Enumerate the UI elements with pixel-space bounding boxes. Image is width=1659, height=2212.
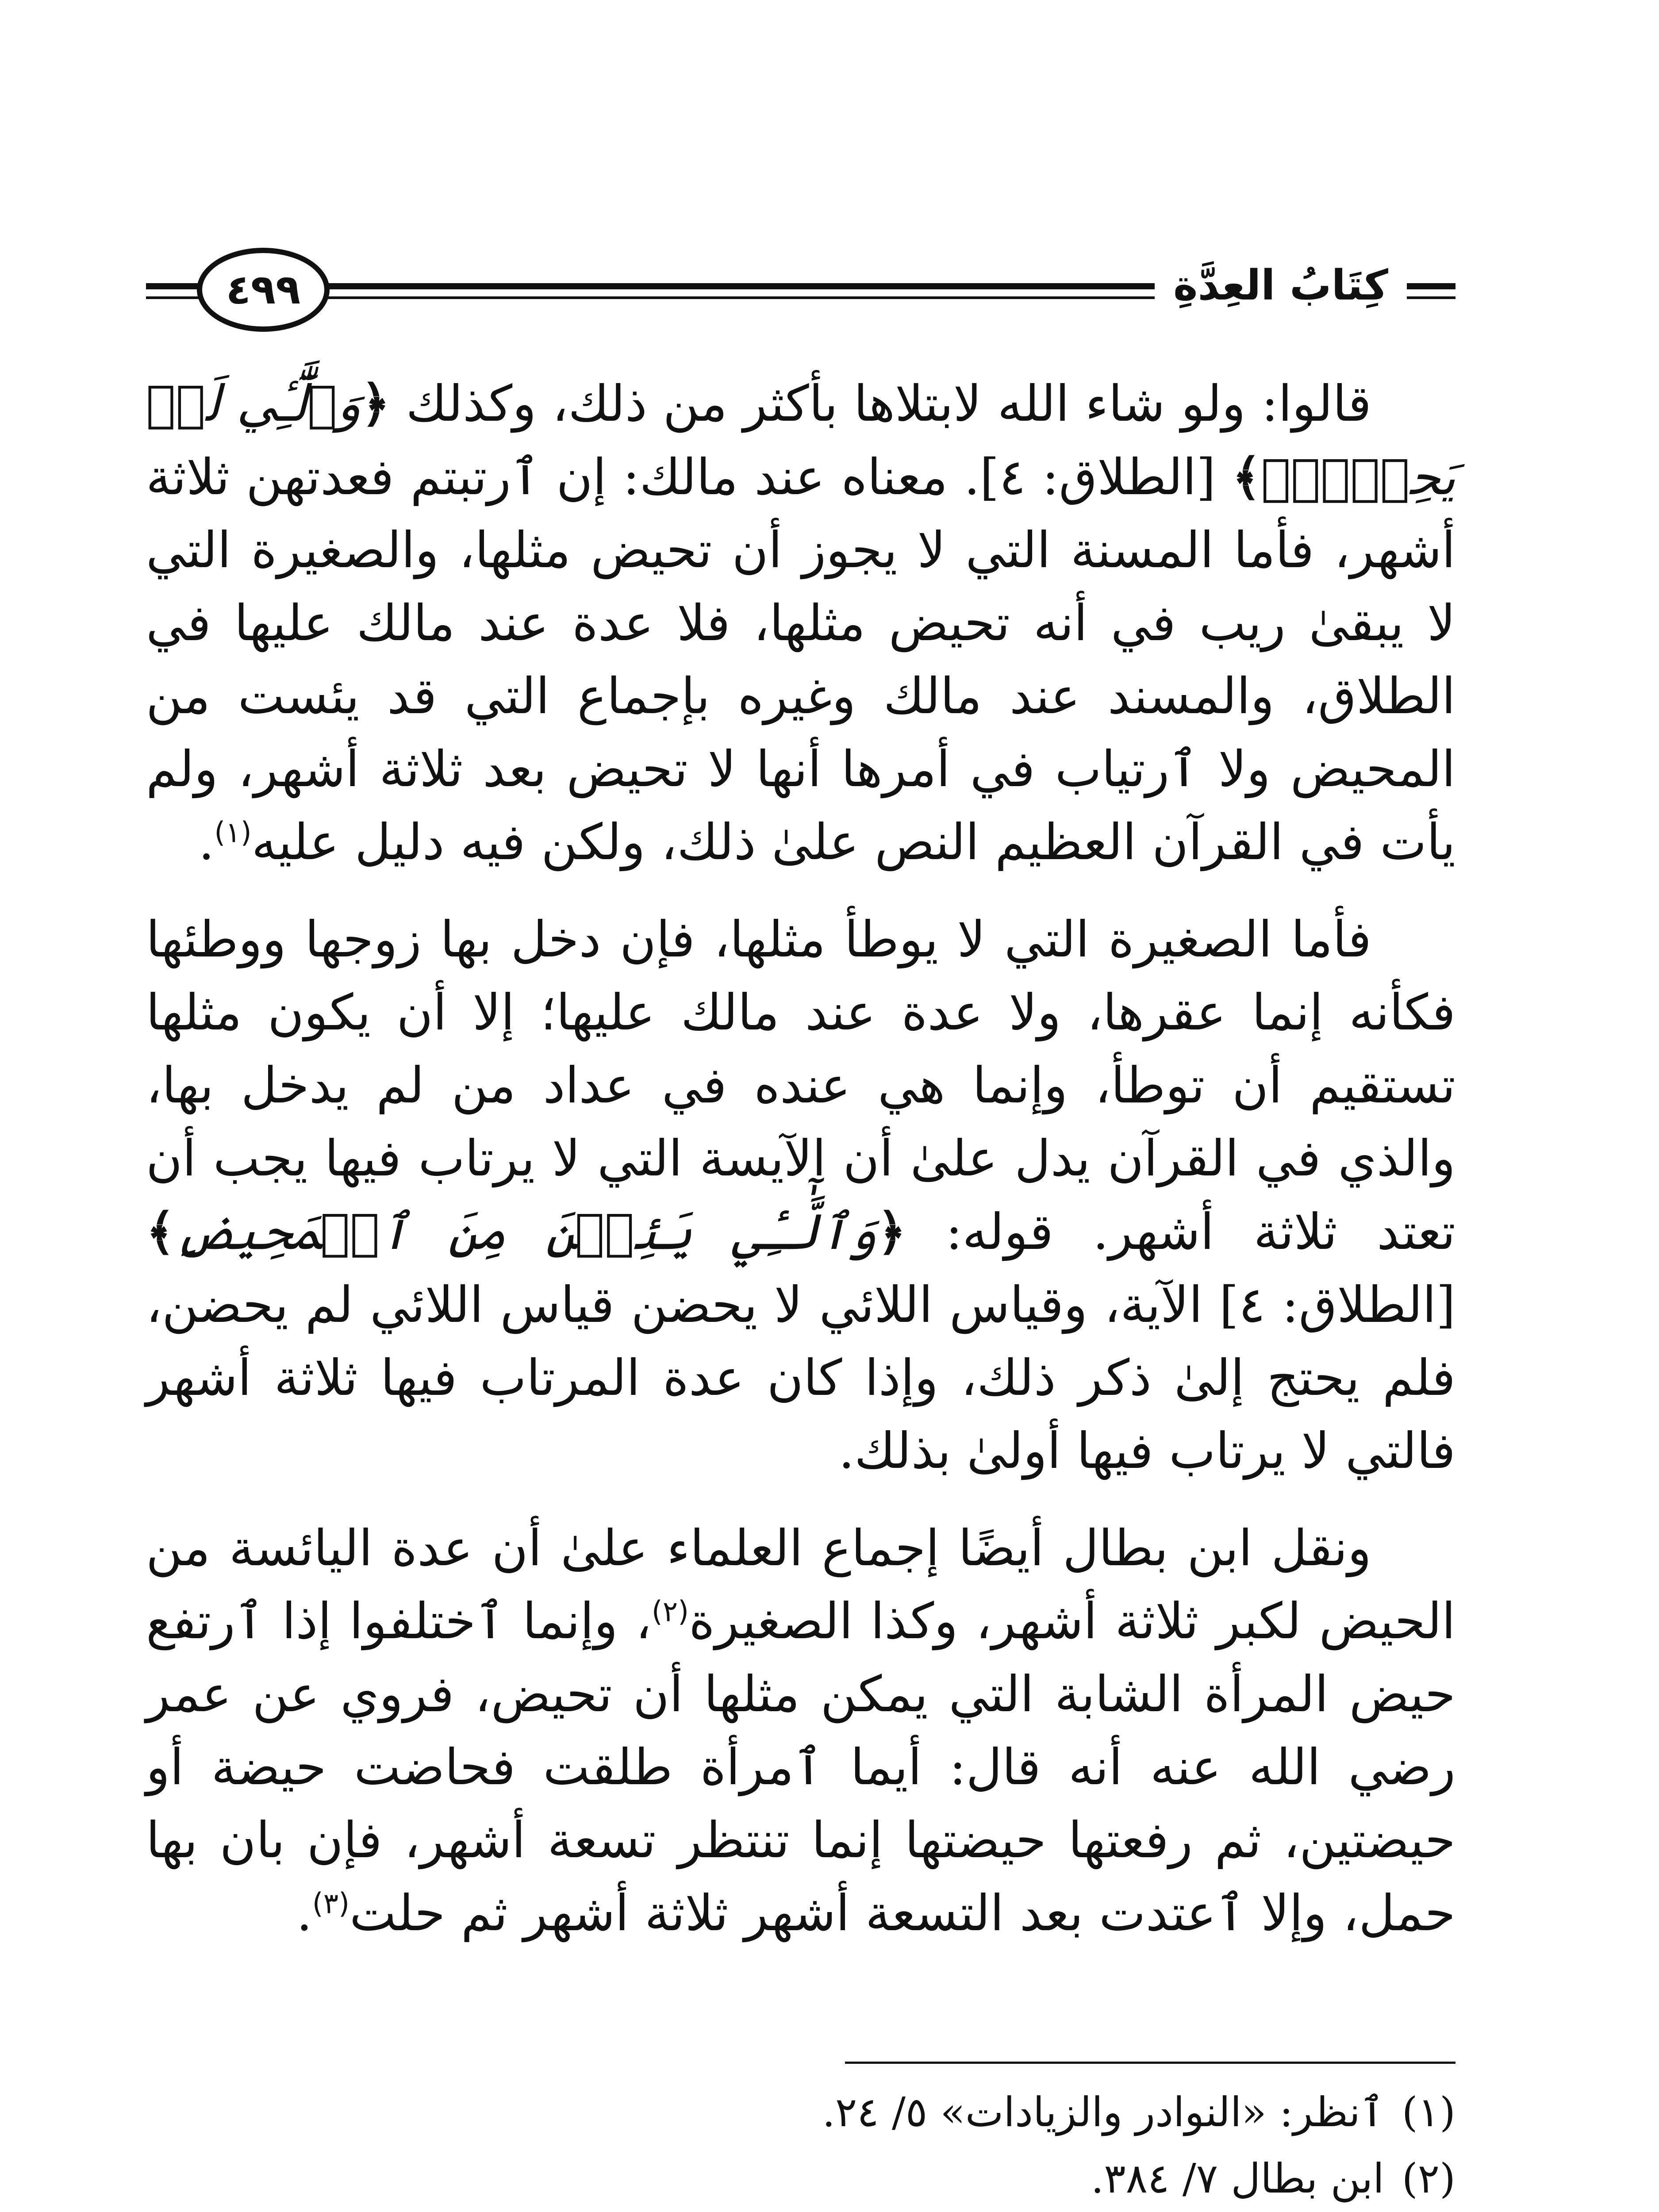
quran-verse: وَٱلَّٰٓـِٔي لَمۡ يَحِضۡنَۚ — [146, 375, 1455, 506]
running-title: كِتَابُ العِدَّةِ — [1173, 261, 1388, 310]
text-run: . — [198, 814, 215, 871]
header-rule-thin — [323, 296, 1155, 299]
text-run: [الطلاق: ٤]. معناه عند مالك: إن ٱرتبتم فعدتهن ثلاثة أشهر، فأما المسنة التي لا يجوز أن تحيض مثلها، والصغيرة التي لا يبقىٰ ريب في أنه تحيض مثلها، فلا عدة عند مالك عليها في الطلاق، والمسند عند مالك وغيره بإجماع التي قد يئست من المحيض ولا ٱرتياب في أمرها أنها لا تحيض بعد ثلاثة أشهر، ولم يأت في القرآن العظيم النص علىٰ ذلك، ولكن فيه دليل عليه — [146, 449, 1456, 871]
page-number-frame — [197, 248, 330, 332]
paragraph — [146, 1512, 1455, 1950]
header-rule-thin — [1407, 296, 1455, 299]
paragraph — [146, 903, 1455, 1488]
text-run: فأما الصغيرة التي لا يوطأ مثلها، فإن دخل بها زوجها ووطئها فكأنه إنما عقرها، ولا عدة عند مالك عليها؛ إلا أن يكون مثلها تستقيم أن توطأ، وإنما هي عنده في عداد من لم يدخل بها، والذي في القرآن يدل علىٰ أن الآيسة التي لا يرتاب فيها يجب أن تعتد ثلاثة أشهر. قوله: — [146, 911, 1456, 1261]
text-run: قالوا: ولو شاء الله لابتلاها بأكثر من ذلك، وكذلك — [390, 375, 1371, 433]
header-rule-thin — [146, 296, 204, 299]
ornate-bracket: ﴿ — [877, 1203, 906, 1261]
footnote-number: (١) — [1402, 2089, 1455, 2136]
footnotes — [146, 2079, 1455, 2212]
header-rule-left — [146, 280, 204, 306]
header-rule-thick — [323, 283, 1155, 289]
text-run: . — [296, 1885, 312, 1942]
footnote-reference: (٣) — [312, 1887, 350, 1920]
text-run: ، وإنما ٱختلفوا إذا ٱرتفع حيض المرأة الشابة التي يمكن مثلها أن تحيض، فروي عن عمر رضي الله عنه أنه قال: أيما ٱمرأة طلقت فحاضت حيضة أو حيضتين، ثم رفعتها حيضتها إنما تنتظر تسعة أشهر، فإن بان بها حمل، وإلا ٱعتدت بعد التسعة أشهر ثلاثة أشهر ثم حلت — [146, 1593, 1456, 1942]
page-number: ٤٩٩ — [226, 266, 301, 313]
header-rule-middle — [323, 280, 1155, 306]
text-run: ونقل ابن بطال أيضًا إجماع العلماء علىٰ أن عدة اليائسة من الحيض لكبر ثلاثة أشهر، وكذا الصغيرة — [146, 1520, 1455, 1650]
paragraph — [146, 367, 1455, 879]
footnote-separator — [845, 2062, 1455, 2064]
footnote — [146, 2146, 1455, 2212]
main-text — [146, 367, 1455, 1974]
header-rule-thick — [1407, 283, 1455, 289]
running-header — [146, 239, 1455, 345]
ornate-bracket: ﴿ — [361, 375, 390, 433]
footnote — [146, 2079, 1455, 2146]
quran-verse: وَٱلَّٰٓـِٔي يَئِسۡنَ مِنَ ٱلۡمَحِيضِ — [175, 1203, 877, 1261]
footnote-reference: (٢) — [651, 1595, 689, 1628]
text-run: [الطلاق: ٤] الآية، وقياس اللائي لا يحضن قياس اللائي لم يحضن، فلم يحتج إلىٰ ذكر ذلك، وإذا كان عدة المرتاب فيها ثلاثة أشهر فالتي لا يرتاب فيها أولىٰ بذلك. — [146, 1276, 1456, 1480]
ornate-bracket: ﴾ — [1232, 448, 1261, 506]
footnote-text: ٱنظر: «النوادر والزيادات» ٥/ ٢٤. — [822, 2089, 1384, 2136]
header-rule-thick — [146, 283, 204, 289]
header-rule-right — [1407, 280, 1455, 306]
footnote-text: ابن بطال ٧/ ٣٨٤. — [1091, 2155, 1384, 2202]
ornate-bracket: ﴾ — [146, 1203, 175, 1261]
footnote-number: (٢) — [1402, 2155, 1455, 2202]
footnote-reference: (١) — [214, 816, 252, 849]
